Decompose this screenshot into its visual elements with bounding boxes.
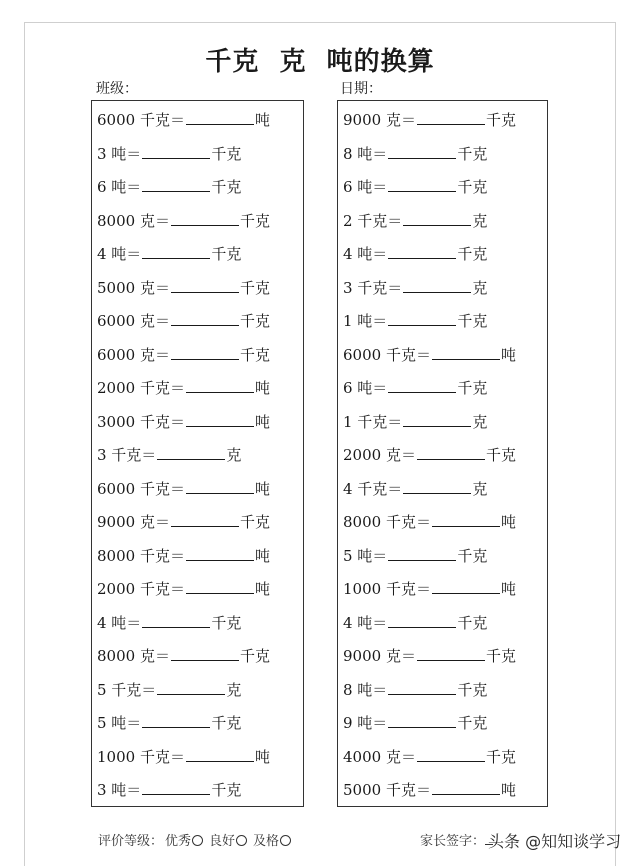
answer-blank[interactable]: [388, 244, 456, 259]
exercise-given: 1000 千克＝: [343, 580, 431, 598]
exercise-unit: 吨: [500, 513, 516, 531]
exercise-unit: 千克: [457, 714, 488, 732]
date-label: 日期：: [340, 81, 382, 97]
exercise-row: [343, 475, 516, 509]
answer-blank[interactable]: [417, 445, 485, 460]
exercise-given: 2000 千克＝: [97, 580, 185, 598]
exercise-row: [97, 274, 270, 308]
page-title: 千克 克 吨的换算: [205, 47, 435, 77]
answer-blank[interactable]: [388, 311, 456, 326]
exercise-given: 6000 千克＝: [343, 345, 431, 364]
answer-blank[interactable]: [171, 278, 239, 293]
exercise-given: 6 吨＝: [343, 379, 388, 397]
exercise-unit: 千克: [239, 513, 270, 531]
exercise-row: [97, 441, 270, 475]
parent-signature-section: [420, 832, 493, 852]
exercise-unit: 千克: [211, 613, 242, 632]
exercise-row: [343, 240, 516, 274]
exercise-unit: 吨: [500, 345, 516, 364]
exercise-row: [343, 106, 516, 140]
exercise-unit: 吨: [254, 111, 270, 129]
exercise-row: [97, 709, 270, 743]
exercise-unit: 千克: [211, 781, 242, 799]
rating-option-label: 及格: [253, 834, 280, 849]
exercise-given: 4 吨＝: [97, 245, 142, 263]
circle-icon: [192, 835, 203, 846]
exercise-unit: 千克: [485, 747, 516, 766]
exercise-given: 9 吨＝: [343, 714, 388, 732]
exercise-given: 6000 克＝: [97, 312, 170, 330]
exercise-row: [343, 709, 516, 743]
exercise-given: 4000 克＝: [343, 747, 416, 766]
exercise-unit: 千克: [457, 546, 488, 565]
exercise-given: 6000 千克＝: [97, 111, 185, 129]
exercise-given: 8 吨＝: [343, 144, 388, 163]
exercise-row: [343, 408, 516, 442]
left-exercise-list: [97, 106, 270, 810]
exercise-unit: 千克: [457, 379, 488, 397]
parent-sign-label: 家长签字：: [420, 834, 486, 849]
answer-blank[interactable]: [142, 244, 210, 259]
answer-blank[interactable]: [432, 345, 500, 360]
exercise-row: [97, 207, 270, 241]
exercise-unit: 吨: [500, 580, 516, 598]
answer-blank[interactable]: [417, 646, 485, 661]
answer-blank[interactable]: [142, 144, 210, 159]
exercise-unit: 克: [472, 211, 488, 230]
exercise-row: [97, 508, 270, 542]
exercise-unit: 千克: [211, 178, 242, 196]
rating-option-excellent[interactable]: [165, 834, 207, 849]
exercise-given: 3 千克＝: [97, 446, 157, 464]
answer-blank[interactable]: [403, 211, 471, 226]
answer-blank[interactable]: [186, 546, 254, 561]
answer-blank[interactable]: [171, 646, 239, 661]
exercise-given: 1 吨＝: [343, 312, 388, 330]
exercise-row: [343, 575, 516, 609]
watermark: 头条 @知知谈学习: [488, 832, 622, 851]
exercise-unit: 千克: [239, 278, 270, 297]
exercise-row: [97, 676, 270, 710]
exercise-row: [343, 173, 516, 207]
exercise-row: [97, 140, 270, 174]
exercise-given: 4 千克＝: [343, 479, 403, 498]
rating-section: [98, 832, 295, 852]
rating-option-label: 优秀: [165, 834, 192, 849]
answer-blank[interactable]: [432, 579, 500, 594]
exercise-row: [97, 106, 270, 140]
answer-blank[interactable]: [432, 780, 500, 795]
exercise-given: 8000 千克＝: [97, 546, 185, 565]
answer-blank[interactable]: [388, 378, 456, 393]
exercise-unit: 千克: [457, 680, 488, 699]
answer-blank[interactable]: [171, 512, 239, 527]
exercise-given: 5000 克＝: [97, 278, 170, 297]
circle-icon: [236, 835, 247, 846]
exercise-given: 1000 千克＝: [97, 747, 185, 766]
exercise-given: 2000 克＝: [343, 446, 416, 464]
answer-blank[interactable]: [171, 211, 239, 226]
exercise-row: [343, 542, 516, 576]
exercise-given: 8000 千克＝: [343, 513, 431, 531]
answer-blank[interactable]: [186, 579, 254, 594]
exercise-given: 6000 克＝: [97, 345, 170, 364]
exercise-row: [343, 307, 516, 341]
exercise-given: 3 吨＝: [97, 781, 142, 799]
circle-icon: [280, 835, 291, 846]
exercise-given: 3 吨＝: [97, 144, 142, 163]
exercise-row: [97, 642, 270, 676]
answer-blank[interactable]: [186, 412, 254, 427]
rating-option-label: 良好: [209, 834, 236, 849]
right-exercise-column: [337, 100, 548, 807]
exercise-unit: 千克: [457, 178, 488, 196]
exercise-row: [343, 341, 516, 375]
exercise-given: 9000 克＝: [343, 647, 416, 665]
exercise-row: [343, 274, 516, 308]
exercise-unit: 克: [472, 412, 488, 431]
exercise-unit: 千克: [485, 446, 516, 464]
exercise-unit: 千克: [485, 647, 516, 665]
exercise-unit: 千克: [211, 144, 242, 163]
exercise-unit: 吨: [254, 379, 270, 397]
answer-blank[interactable]: [403, 412, 471, 427]
answer-blank[interactable]: [403, 278, 471, 293]
exercise-unit: 克: [226, 680, 242, 699]
answer-blank[interactable]: [142, 713, 210, 728]
exercise-unit: 千克: [239, 211, 270, 230]
exercise-row: [343, 207, 516, 241]
exercise-given: 5 吨＝: [343, 546, 388, 565]
exercise-row: [343, 676, 516, 710]
exercise-unit: 克: [472, 479, 488, 498]
exercise-row: [343, 441, 516, 475]
right-exercise-list: [343, 106, 516, 810]
exercise-unit: 千克: [457, 613, 488, 632]
answer-blank[interactable]: [186, 110, 254, 125]
exercise-unit: 吨: [254, 580, 270, 598]
exercise-row: [97, 307, 270, 341]
answer-blank[interactable]: [417, 747, 485, 762]
answer-blank[interactable]: [388, 546, 456, 561]
exercise-unit: 吨: [254, 546, 270, 565]
answer-blank[interactable]: [171, 345, 239, 360]
exercise-row: [97, 542, 270, 576]
answer-blank[interactable]: [142, 613, 210, 628]
rating-option-good[interactable]: [209, 834, 251, 849]
exercise-given: 6 吨＝: [97, 178, 142, 196]
answer-blank[interactable]: [388, 144, 456, 159]
exercise-row: [97, 743, 270, 777]
exercise-row: [97, 341, 270, 375]
exercise-unit: 千克: [239, 345, 270, 364]
exercise-unit: 吨: [254, 412, 270, 431]
answer-blank[interactable]: [388, 613, 456, 628]
exercise-row: [97, 408, 270, 442]
exercise-unit: 千克: [239, 647, 270, 665]
answer-blank[interactable]: [186, 378, 254, 393]
exercise-given: 4 吨＝: [343, 613, 388, 632]
exercise-unit: 千克: [457, 312, 488, 330]
exercise-given: 2 千克＝: [343, 211, 403, 230]
exercise-unit: 吨: [254, 479, 270, 498]
exercise-row: [97, 475, 270, 509]
exercise-row: [97, 609, 270, 643]
rating-label: 评价等级：: [98, 834, 164, 849]
exercise-given: 6 吨＝: [343, 178, 388, 196]
exercise-given: 5000 千克＝: [343, 781, 431, 799]
exercise-given: 5 吨＝: [97, 714, 142, 732]
rating-option-pass[interactable]: [253, 834, 295, 849]
exercise-unit: 吨: [500, 781, 516, 799]
answer-blank[interactable]: [186, 747, 254, 762]
exercise-given: 5 千克＝: [97, 680, 157, 699]
exercise-row: [343, 508, 516, 542]
class-label: 班级：: [96, 81, 138, 97]
exercise-given: 9000 克＝: [97, 513, 170, 531]
answer-blank[interactable]: [388, 177, 456, 192]
exercise-unit: 千克: [457, 245, 488, 263]
answer-blank[interactable]: [186, 479, 254, 494]
answer-blank[interactable]: [142, 780, 210, 795]
exercise-given: 3000 千克＝: [97, 412, 185, 431]
exercise-given: 1 千克＝: [343, 412, 403, 431]
exercise-given: 4 吨＝: [343, 245, 388, 263]
answer-blank[interactable]: [388, 680, 456, 695]
exercise-given: 8000 克＝: [97, 211, 170, 230]
exercise-unit: 千克: [211, 245, 242, 263]
exercise-row: [343, 140, 516, 174]
exercise-given: 8000 克＝: [97, 647, 170, 665]
answer-blank[interactable]: [142, 177, 210, 192]
exercise-row: [97, 374, 270, 408]
exercise-unit: 克: [226, 446, 242, 464]
exercise-given: 2000 千克＝: [97, 379, 185, 397]
answer-blank[interactable]: [171, 311, 239, 326]
exercise-row: [97, 240, 270, 274]
exercise-given: 4 吨＝: [97, 613, 142, 632]
exercise-unit: 克: [472, 278, 488, 297]
exercise-row: [97, 173, 270, 207]
answer-blank[interactable]: [432, 512, 500, 527]
left-exercise-column: [91, 100, 304, 807]
exercise-row: [97, 776, 270, 810]
exercise-unit: 吨: [254, 747, 270, 766]
exercise-row: [97, 575, 270, 609]
exercise-unit: 千克: [457, 144, 488, 163]
answer-blank[interactable]: [157, 445, 225, 460]
exercise-row: [343, 743, 516, 777]
exercise-unit: 千克: [485, 111, 516, 129]
exercise-row: [343, 609, 516, 643]
exercise-unit: 千克: [211, 714, 242, 732]
exercise-given: 3 千克＝: [343, 278, 403, 297]
answer-blank[interactable]: [157, 680, 225, 695]
exercise-row: [343, 374, 516, 408]
exercise-row: [343, 642, 516, 676]
answer-blank[interactable]: [403, 479, 471, 494]
answer-blank[interactable]: [417, 110, 485, 125]
exercise-given: 9000 克＝: [343, 111, 416, 129]
exercise-given: 6000 千克＝: [97, 479, 185, 498]
exercise-given: 8 吨＝: [343, 680, 388, 699]
answer-blank[interactable]: [388, 713, 456, 728]
exercise-row: [343, 776, 516, 810]
exercise-unit: 千克: [239, 312, 270, 330]
